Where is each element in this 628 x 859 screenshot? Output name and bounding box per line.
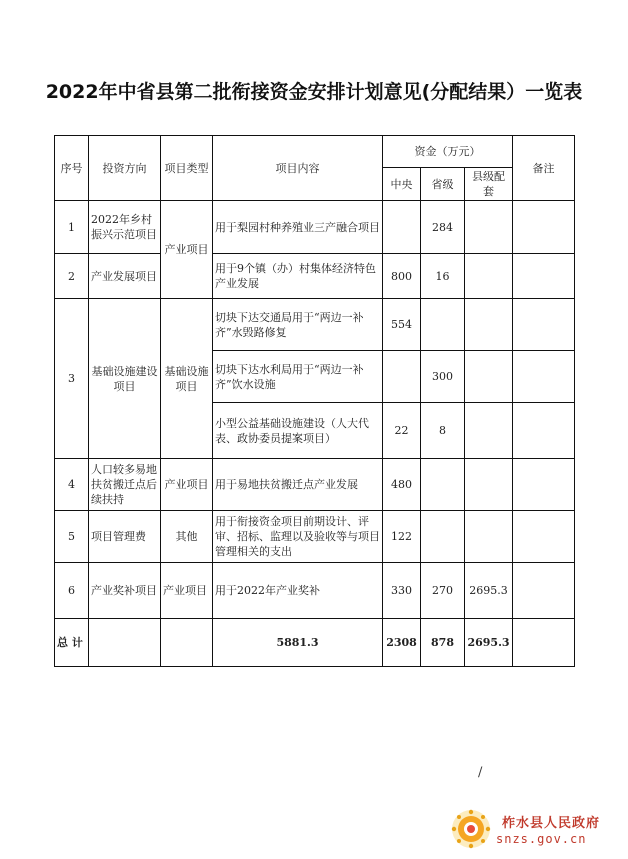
total-provincial: 878 xyxy=(421,619,465,667)
row-type: 产业项目 xyxy=(161,459,213,511)
header-content: 项目内容 xyxy=(213,136,383,201)
total-row xyxy=(55,619,575,667)
table-row xyxy=(55,563,575,619)
row-central xyxy=(383,351,421,403)
row-content: 用于2022年产业奖补 xyxy=(213,563,383,619)
row-remarks xyxy=(513,299,575,351)
row-provincial xyxy=(421,459,465,511)
total-county: 2695.3 xyxy=(465,619,513,667)
row-county xyxy=(465,201,513,254)
header-county: 县级配套 xyxy=(465,168,513,201)
row-central: 122 xyxy=(383,511,421,563)
row-remarks xyxy=(513,351,575,403)
row-central: 554 xyxy=(383,299,421,351)
total-central: 2308 xyxy=(383,619,421,667)
row-content: 用于9个镇（办）村集体经济特色产业发展 xyxy=(213,254,383,299)
row-remarks xyxy=(513,254,575,299)
row-provincial: 300 xyxy=(421,351,465,403)
table-row xyxy=(55,254,575,299)
header-remarks: 备注 xyxy=(513,136,575,201)
header-central: 中央 xyxy=(383,168,421,201)
header-type: 项目类型 xyxy=(161,136,213,201)
page-mark: / xyxy=(478,765,483,780)
logo-url: snzs.gov.cn xyxy=(496,832,587,846)
row-provincial: 16 xyxy=(421,254,465,299)
row-remarks xyxy=(513,511,575,563)
row-content: 小型公益基础设施建设（人大代表、政协委员提案项目） xyxy=(213,403,383,459)
row-direction: 项目管理费 xyxy=(89,511,161,563)
header-funds: 资金（万元） xyxy=(383,136,513,168)
row-seq: 2 xyxy=(55,254,89,299)
row-remarks xyxy=(513,403,575,459)
table-row xyxy=(55,299,575,351)
logo-name: 柞水县人民政府 xyxy=(502,816,601,831)
header-row xyxy=(55,136,575,168)
site-logo[interactable] xyxy=(450,808,620,854)
row-seq: 5 xyxy=(55,511,89,563)
table-row xyxy=(55,511,575,563)
row-county xyxy=(465,254,513,299)
row-provincial: 284 xyxy=(421,201,465,254)
total-direction xyxy=(89,619,161,667)
row-content: 用于梨园村种养殖业三产融合项目 xyxy=(213,201,383,254)
row-type: 产业项目 xyxy=(161,201,213,299)
row-county xyxy=(465,351,513,403)
row-county xyxy=(465,403,513,459)
row-direction: 基础设施建设项目 xyxy=(89,299,161,459)
row-remarks xyxy=(513,201,575,254)
header-direction: 投资方向 xyxy=(89,136,161,201)
row-county xyxy=(465,511,513,563)
header-provincial: 省级 xyxy=(421,168,465,201)
row-central: 800 xyxy=(383,254,421,299)
row-seq: 1 xyxy=(55,201,89,254)
row-provincial xyxy=(421,299,465,351)
row-type: 产业项目 xyxy=(161,563,213,619)
row-remarks xyxy=(513,459,575,511)
government-emblem-icon xyxy=(450,808,492,850)
row-content: 切块下达交通局用于“两边一补齐”水毁路修复 xyxy=(213,299,383,351)
row-provincial: 8 xyxy=(421,403,465,459)
row-county xyxy=(465,459,513,511)
page-title: 2022年中省县第二批衔接资金安排计划意见(分配结果）一览表 xyxy=(45,81,583,103)
table-row xyxy=(55,459,575,511)
allocation-table xyxy=(54,135,575,667)
header-seq: 序号 xyxy=(55,136,89,201)
row-central: 22 xyxy=(383,403,421,459)
row-type: 基础设施项目 xyxy=(161,299,213,459)
row-content: 用于衔接资金项目前期设计、评审、招标、监理以及验收等与项目管理相关的支出 xyxy=(213,511,383,563)
row-type: 其他 xyxy=(161,511,213,563)
row-central xyxy=(383,201,421,254)
row-content: 用于易地扶贫搬迁点产业发展 xyxy=(213,459,383,511)
row-direction: 产业奖补项目 xyxy=(89,563,161,619)
row-county xyxy=(465,299,513,351)
total-label: 总 计 xyxy=(55,619,89,667)
table-row xyxy=(55,201,575,254)
row-county: 2695.3 xyxy=(465,563,513,619)
row-seq: 4 xyxy=(55,459,89,511)
total-content: 5881.3 xyxy=(213,619,383,667)
row-central: 330 xyxy=(383,563,421,619)
row-provincial: 270 xyxy=(421,563,465,619)
row-seq: 6 xyxy=(55,563,89,619)
row-direction: 2022年乡村振兴示范项目 xyxy=(89,201,161,254)
total-type xyxy=(161,619,213,667)
row-content: 切块下达水利局用于“两边一补齐”饮水设施 xyxy=(213,351,383,403)
row-remarks xyxy=(513,563,575,619)
row-seq: 3 xyxy=(55,299,89,459)
total-remarks xyxy=(513,619,575,667)
row-central: 480 xyxy=(383,459,421,511)
row-direction: 人口较多易地扶贫搬迁点后续扶持 xyxy=(89,459,161,511)
row-provincial xyxy=(421,511,465,563)
row-direction: 产业发展项目 xyxy=(89,254,161,299)
